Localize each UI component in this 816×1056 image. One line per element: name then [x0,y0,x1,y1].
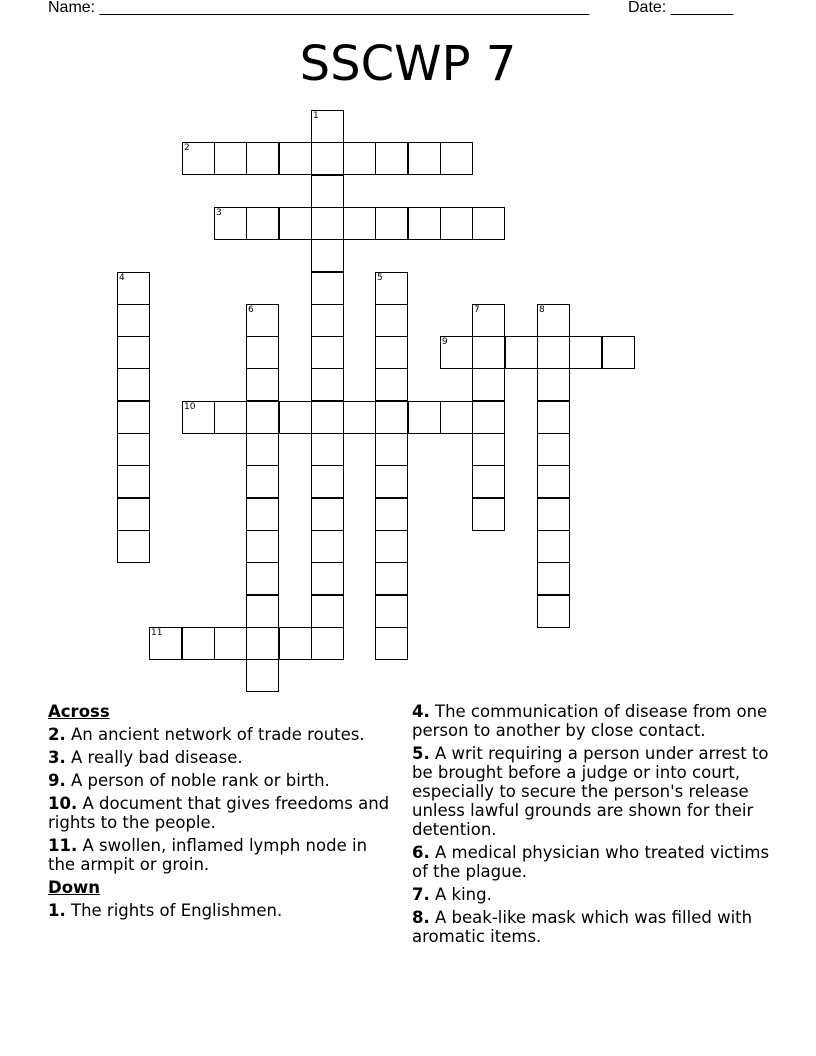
down-clue: 7. A king. [412,885,492,904]
across-clue: 3. A really bad disease. [48,748,243,767]
grid-cell[interactable] [343,207,376,240]
grid-cell[interactable] [375,433,408,466]
grid-cell[interactable] [537,336,570,369]
grid-cell[interactable] [246,433,279,466]
grid-cell[interactable] [375,368,408,401]
grid-cell[interactable] [279,142,312,175]
grid-cell[interactable] [246,530,279,563]
clue-number: 4 [119,273,125,283]
grid-cell[interactable] [214,627,247,660]
clue-number: 10 [184,402,196,412]
grid-cell[interactable] [311,433,344,466]
grid-cell[interactable] [279,627,312,660]
name-field[interactable]: Name: _______________________________________________________ [48,0,589,16]
clues-left-column [48,702,392,924]
grid-cell[interactable] [246,627,279,660]
grid-cell[interactable] [537,304,570,337]
grid-cell[interactable] [343,401,376,434]
down-clue: 1. The rights of Englishmen. [48,901,283,920]
grid-cell[interactable] [117,401,150,434]
grid-cell[interactable] [311,272,344,305]
grid-cell[interactable] [537,401,570,434]
grid-cell[interactable] [182,627,215,660]
grid-cell[interactable] [375,627,408,660]
clue-number: 2 [184,143,190,153]
grid-cell[interactable] [537,498,570,531]
clue-number: 6 [248,305,254,315]
grid-cell[interactable] [246,498,279,531]
grid-cell[interactable] [408,401,441,434]
grid-cell[interactable] [246,207,279,240]
grid-cell[interactable] [311,142,344,175]
grid-cell[interactable] [149,627,182,660]
grid-cell[interactable] [472,401,505,434]
clue-number: 1 [313,111,319,121]
grid-cell[interactable] [311,498,344,531]
grid-cell[interactable] [375,272,408,305]
grid-cell[interactable] [472,368,505,401]
down-clue: 5. A writ requiring a person under arrest to be brought before a judge or into court, especially to secure the person's release unless lawful grounds are shown for their detention. [412,744,769,839]
grid-cell[interactable] [440,336,473,369]
grid-cell[interactable] [311,239,344,272]
grid-cell[interactable] [408,207,441,240]
grid-cell[interactable] [375,207,408,240]
grid-cell[interactable] [311,595,344,628]
grid-cell[interactable] [117,530,150,563]
grid-cell[interactable] [375,336,408,369]
grid-cell[interactable] [311,627,344,660]
grid-cell[interactable] [537,595,570,628]
clue-number: 8 [539,305,545,315]
grid-cell[interactable] [246,659,279,692]
grid-cell[interactable] [311,465,344,498]
grid-cell[interactable] [375,562,408,595]
grid-cell[interactable] [440,142,473,175]
grid-cell[interactable] [311,304,344,337]
grid-cell[interactable] [117,304,150,337]
grid-cell[interactable] [537,368,570,401]
grid-cell[interactable] [182,142,215,175]
grid-cell[interactable] [472,433,505,466]
grid-cell[interactable] [246,562,279,595]
grid-cell[interactable] [311,562,344,595]
grid-cell[interactable] [311,401,344,434]
grid-cell[interactable] [117,465,150,498]
grid-cell[interactable] [375,304,408,337]
clues-right-column [412,702,772,950]
down-clue: 6. A medical physician who treated victims of the plague. [412,843,770,881]
grid-cell[interactable] [279,207,312,240]
grid-cell[interactable] [569,336,602,369]
grid-cell[interactable] [472,336,505,369]
clue-number: 9 [442,337,448,347]
grid-cell[interactable] [182,401,215,434]
grid-cell[interactable] [246,595,279,628]
grid-cell[interactable] [214,401,247,434]
grid-cell[interactable] [311,207,344,240]
grid-cell[interactable] [537,465,570,498]
grid-cell[interactable] [117,336,150,369]
clue-number: 5 [377,273,383,283]
clue-number: 3 [216,208,222,218]
grid-cell[interactable] [279,401,312,434]
down-heading: Down [48,878,101,897]
grid-cell[interactable] [375,142,408,175]
date-field[interactable]: Date: _______ [628,0,733,16]
clue-number: 7 [474,305,480,315]
grid-cell[interactable] [311,368,344,401]
grid-cell[interactable] [375,595,408,628]
across-heading: Across [48,702,110,721]
grid-cell[interactable] [117,498,150,531]
grid-cell[interactable] [311,336,344,369]
grid-cell[interactable] [375,401,408,434]
across-clue: 9. A person of noble rank or birth. [48,771,330,790]
grid-cell[interactable] [537,433,570,466]
grid-cell[interactable] [602,336,635,369]
grid-cell[interactable] [311,175,344,208]
across-clue: 10. A document that gives freedoms and rights to the people. [48,794,390,832]
grid-cell[interactable] [537,530,570,563]
grid-cell[interactable] [117,433,150,466]
grid-cell[interactable] [246,336,279,369]
grid-cell[interactable] [440,207,473,240]
grid-cell[interactable] [505,336,538,369]
grid-cell[interactable] [375,465,408,498]
grid-cell[interactable] [472,207,505,240]
grid-cell[interactable] [440,401,473,434]
grid-cell[interactable] [472,465,505,498]
grid-cell[interactable] [343,142,376,175]
grid-cell[interactable] [472,304,505,337]
clue-number: 11 [151,628,163,638]
across-clue: 2. An ancient network of trade routes. [48,725,365,744]
across-clue: 11. A swollen, inflamed lymph node in the armpit or groin. [48,836,368,874]
grid-cell[interactable] [537,562,570,595]
grid-cell[interactable] [311,530,344,563]
grid-cell[interactable] [375,498,408,531]
grid-cell[interactable] [375,530,408,563]
grid-cell[interactable] [214,207,247,240]
grid-cell[interactable] [246,368,279,401]
grid-cell[interactable] [246,401,279,434]
grid-cell[interactable] [246,465,279,498]
page-title: SSCWP 7 [299,36,517,92]
grid-cell[interactable] [472,498,505,531]
grid-cell[interactable] [246,304,279,337]
down-clue: 8. A beak-like mask which was filled with aromatic items. [412,908,753,946]
grid-cell[interactable] [246,142,279,175]
grid-cell[interactable] [214,142,247,175]
grid-cell[interactable] [117,272,150,305]
grid-cell[interactable] [311,110,344,143]
down-clue: 4. The communication of disease from one person to another by close contact. [412,702,768,740]
grid-cell[interactable] [408,142,441,175]
grid-cell[interactable] [117,368,150,401]
